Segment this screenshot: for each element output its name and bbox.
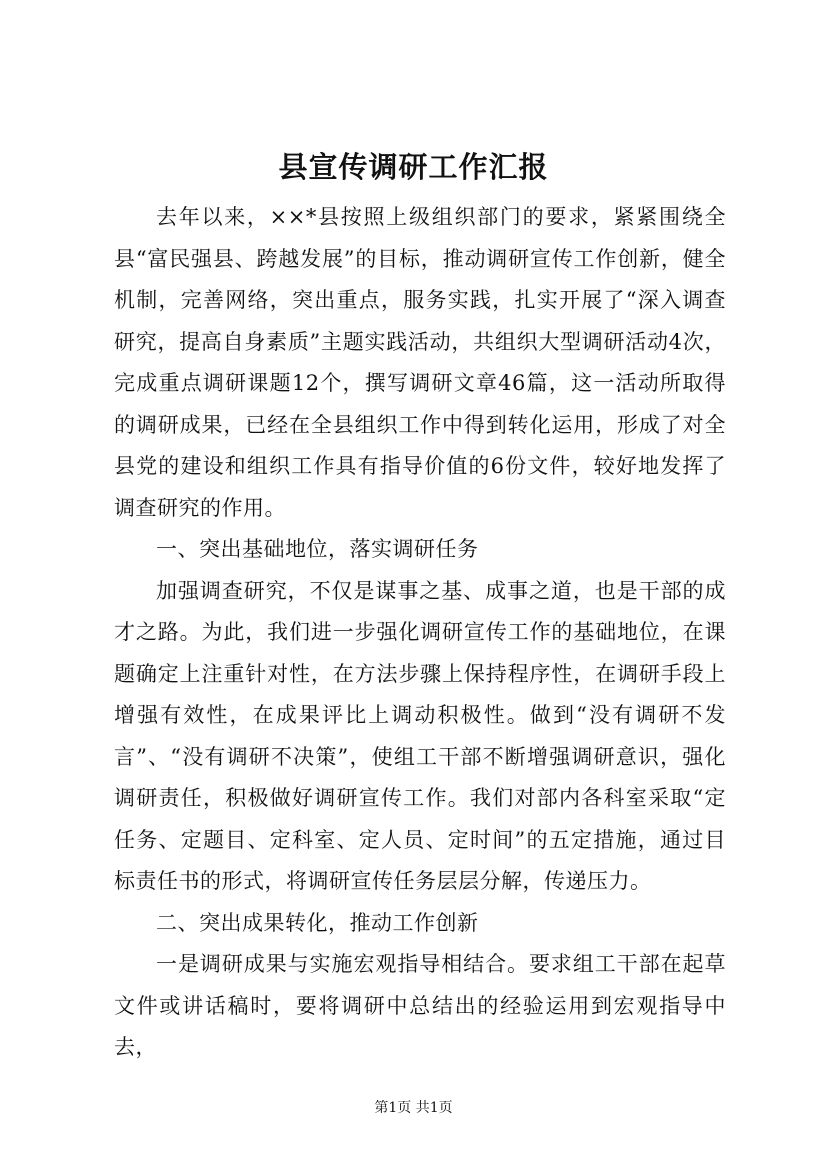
document-title: 县宣传调研工作汇报 bbox=[278, 150, 549, 184]
section-heading-2: 二、突出成果转化，推动工作创新 bbox=[156, 910, 479, 935]
section-2-paragraph: 一是调研成果与实施宏观指导相结合。要求组工干部在起草文件或讲话稿时，要将调研中总结出的经验运用到宏观指导中去， bbox=[114, 952, 726, 1059]
page-footer: 第1页 共1页 bbox=[374, 1100, 453, 1116]
intro-paragraph: 去年以来，××*县按照上级组织部门的要求，紧紧围绕全县“富民强县、跨越发展”的目标，推动调研宣传工作创新，健全机制，完善网络，突出重点，服务实践，扎实开展了“深入调查研究，提高自身素质”主题实践活动，共组织大型调研活动4次，完成重点调研课题12个，撰写调研文章46篇，这一活动所取得的调研成果，已经在全县组织工作中得到转化运用，形成了对全县党的建设和组织工作具有指导价值的6份文件，较好地发挥了调查研究的作用。 bbox=[114, 205, 726, 520]
document-body bbox=[114, 197, 726, 1069]
section-1-paragraph: 加强调查研究，不仅是谋事之基、成事之道，也是干部的成才之路。为此，我们进一步强化调研宣传工作的基础地位，在课题确定上注重针对性，在方法步骤上保持程序性，在调研手段上增强有效性，在成果评比上调动积极性。做到“没有调研不发言”、“没有调研不决策”，使组工干部不断增强调研意识，强化调研责任，积极做好调研宣传工作。我们对部内各科室采取“定任务、定题目、定科室、定人员、定时间”的五定措施，通过目标责任书的形式，将调研宣传任务层层分解，传递压力。 bbox=[114, 578, 726, 893]
section-heading-1: 一、突出基础地位，落实调研任务 bbox=[156, 537, 479, 561]
